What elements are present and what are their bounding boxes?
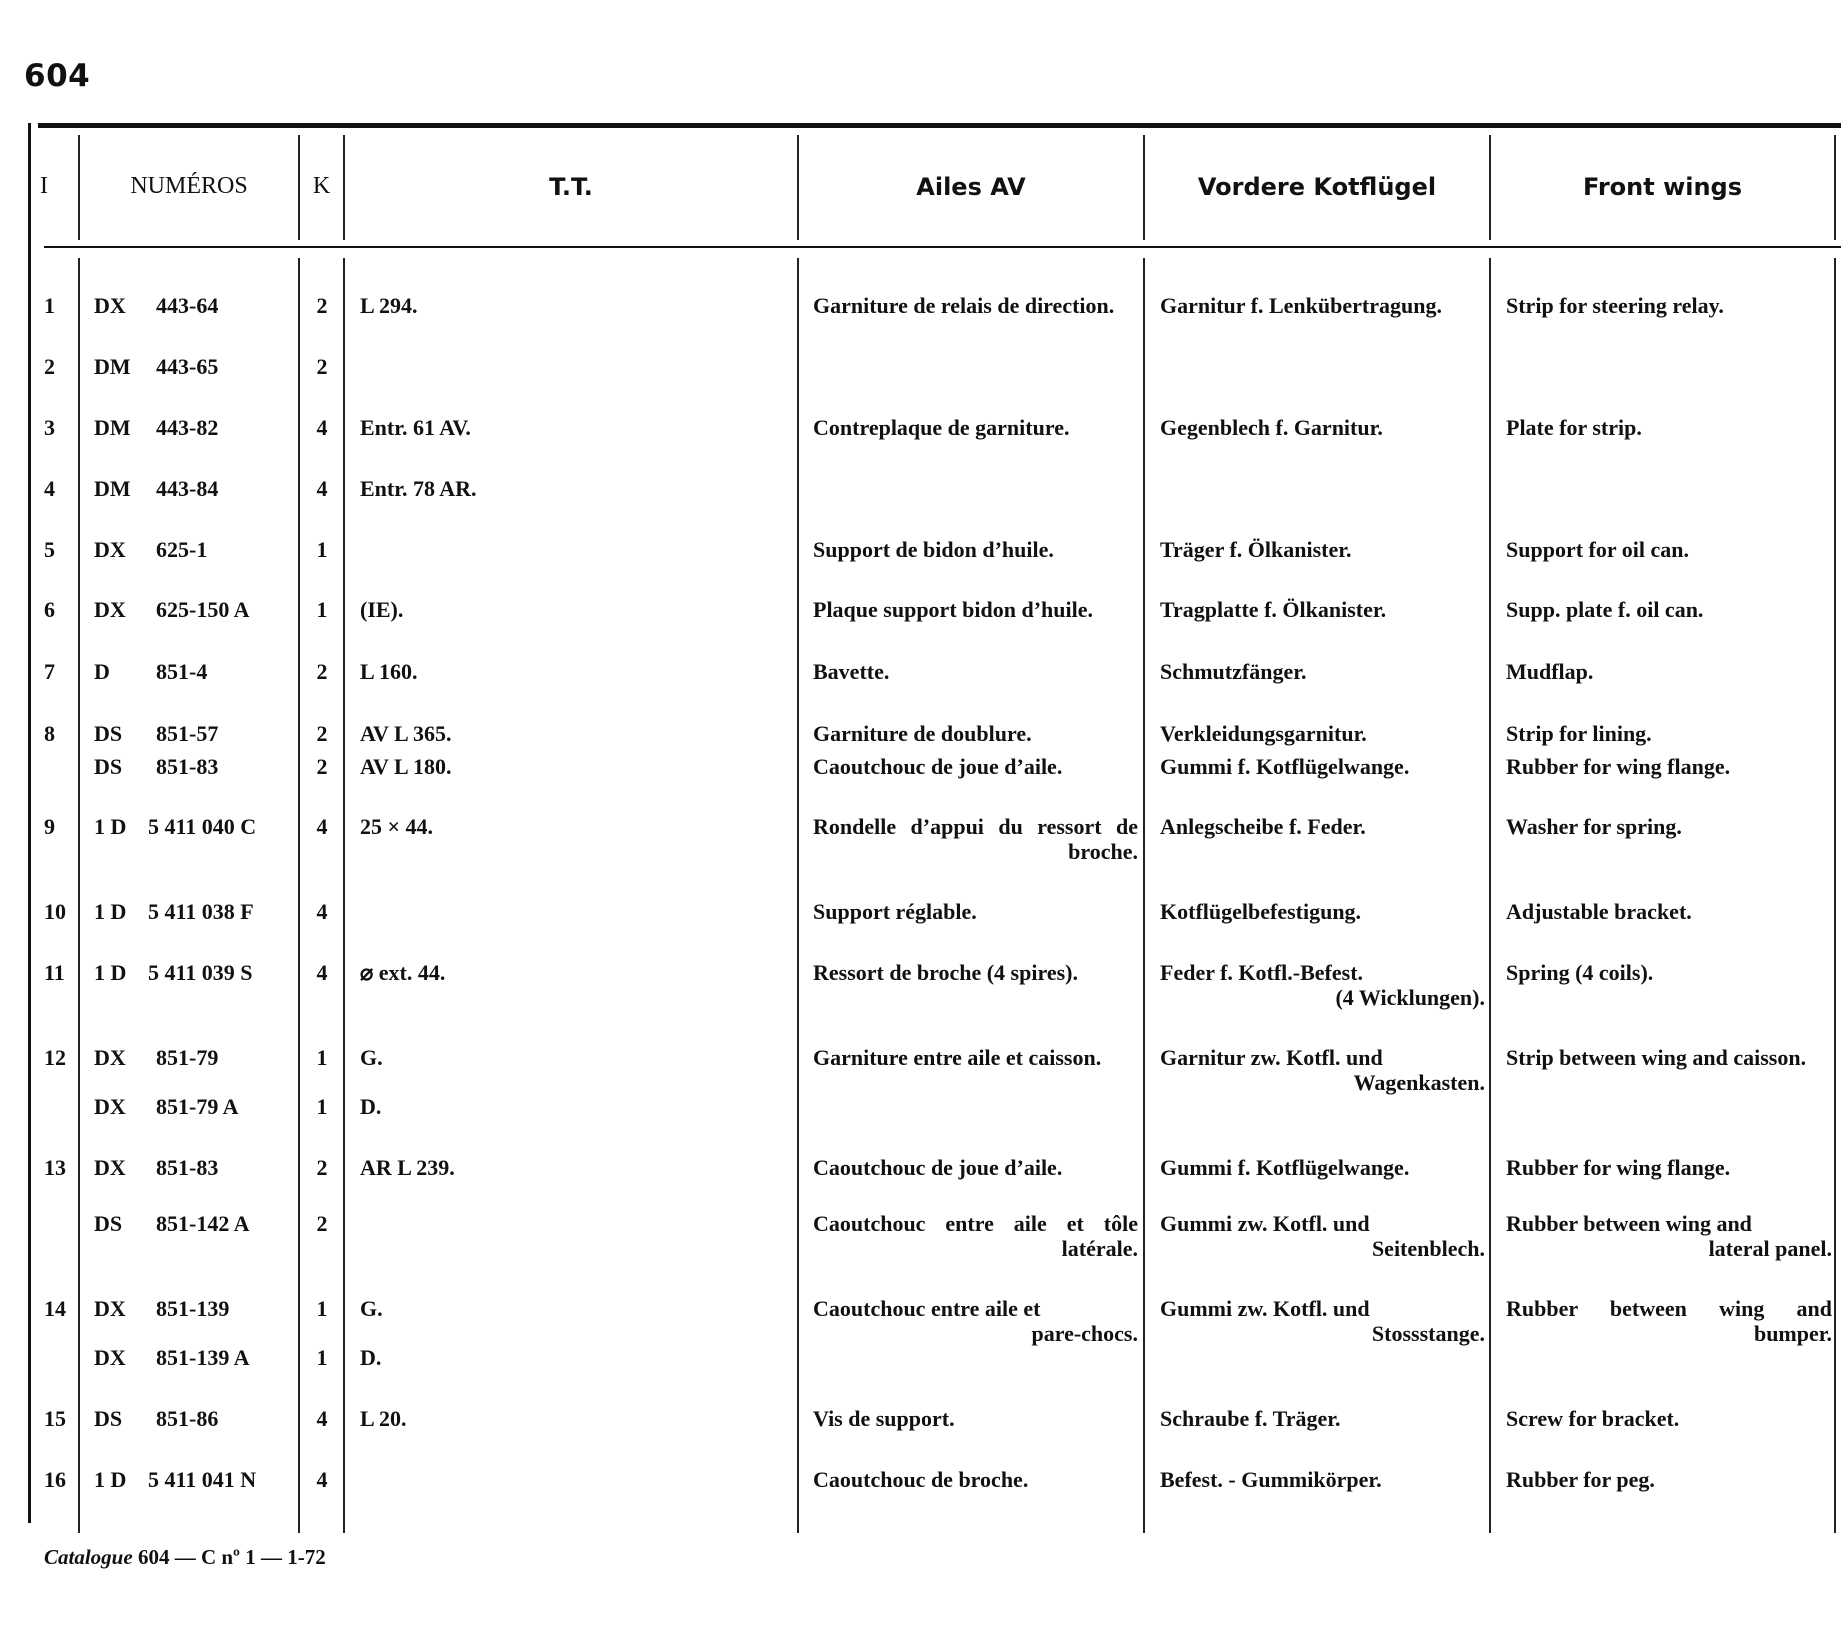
desc-english: Washer for spring. [1506,814,1682,839]
desc-french: Support réglable. [813,899,977,924]
part-number: 625-1 [156,537,208,562]
desc-german-line1: Feder f. Kotfl.-Befest. [1160,960,1364,985]
row-index: 11 [44,960,65,985]
desc-french-line1: Caoutchouc entre aile et tôle [813,1211,1138,1236]
desc-german [1160,1296,1485,1346]
tt-note: D. [360,1345,382,1370]
desc-english: Mudflap. [1506,659,1594,684]
quantity: 1 [316,1094,328,1119]
quantity: 4 [316,476,328,501]
part-prefix: DX [94,597,126,622]
row-index: 10 [44,899,66,924]
desc-german-line2: Stossstange. [1371,1321,1485,1346]
tt-note: Entr. 61 AV. [360,415,471,440]
quantity: 4 [316,960,328,985]
header-german: Vordere Kotflügel [1197,173,1437,201]
desc-french: Bavette. [813,659,890,684]
quantity: 4 [316,1467,328,1492]
part-prefix: DM [94,476,131,501]
part-number: 851-139 A [156,1345,250,1370]
desc-french: Plaque support bidon d’huile. [813,597,1093,622]
header-english: Front wings [1582,173,1743,201]
desc-english-line2: bumper. [1753,1321,1832,1346]
desc-german: Kotflügelbefestigung. [1160,899,1362,924]
desc-german: Garnitur f. Lenkübertragung. [1160,293,1442,318]
page-number: 604 [24,58,91,94]
desc-french: Garniture de relais de direction. [813,293,1115,318]
part-number: 443-64 [156,293,219,318]
row-index: 9 [44,814,55,839]
desc-english: Rubber for wing flange. [1506,754,1731,779]
desc-french-line2: latérale. [1061,1236,1138,1261]
part-prefix: DX [94,1345,126,1370]
desc-french: Garniture entre aile et caisson. [813,1045,1102,1070]
quantity: 2 [316,721,328,746]
desc-french [813,1296,1138,1346]
row-index: 3 [44,415,55,440]
desc-german-line1: Garnitur zw. Kotfl. und [1160,1045,1383,1070]
part-prefix: DS [94,1406,123,1431]
part-number: 851-142 A [156,1211,250,1236]
desc-english: Adjustable bracket. [1506,899,1692,924]
part-prefix: 1 D [94,899,127,924]
part-number: 5 411 041 N [148,1467,257,1492]
tt-note: AV L 180. [360,754,452,779]
quantity: 1 [316,1296,328,1321]
part-prefix: DX [94,1296,126,1321]
part-prefix: DX [94,1094,126,1119]
tt-note: L 20. [360,1406,407,1431]
quantity: 2 [316,293,328,318]
part-number: 851-79 [156,1045,219,1070]
part-number: 851-86 [156,1406,219,1431]
desc-english: Rubber for wing flange. [1506,1155,1731,1180]
header-numeros: NUMÉROS [130,173,248,199]
desc-german: Anlegscheibe f. Feder. [1160,814,1366,839]
quantity: 2 [316,1211,328,1236]
quantity: 2 [316,1155,328,1180]
part-prefix: 1 D [94,960,127,985]
row-index: 14 [44,1296,66,1321]
desc-french-line2: broche. [1068,839,1138,864]
header-k: K [312,173,331,199]
part-prefix: DX [94,1045,126,1070]
desc-german-line2: Wagenkasten. [1353,1070,1485,1095]
part-prefix: DS [94,754,123,779]
desc-english: Supp. plate f. oil can. [1506,597,1704,622]
desc-french: Garniture de doublure. [813,721,1032,746]
desc-english: Strip for steering relay. [1506,293,1724,318]
desc-german: Gegenblech f. Garnitur. [1160,415,1383,440]
quantity: 1 [316,1045,328,1070]
catalogue-footer [44,1545,326,1570]
part-number: 5 411 040 C [148,814,257,839]
desc-english: Strip between wing and caisson. [1506,1045,1807,1070]
desc-german-line2: (4 Wicklungen). [1335,985,1485,1010]
part-number: 851-4 [156,659,208,684]
part-prefix: DX [94,537,126,562]
part-number: 5 411 038 F [148,899,254,924]
desc-german-line2: Seitenblech. [1371,1236,1485,1261]
desc-german: Träger f. Ölkanister. [1160,537,1352,562]
footer-catalogue-label: Catalogue [44,1545,133,1569]
part-prefix: DX [94,293,126,318]
desc-english-line1: Rubber between wing and [1506,1296,1832,1321]
desc-german [1160,1045,1485,1095]
desc-french [813,814,1138,864]
desc-english-line1: Rubber between wing and [1506,1211,1752,1236]
tt-note: AV L 365. [360,721,452,746]
desc-english: Spring (4 coils). [1506,960,1654,985]
desc-german: Verkleidungsgarnitur. [1160,721,1367,746]
row-index: 12 [44,1045,66,1070]
quantity: 4 [316,1406,328,1431]
footer-text: 604 — C nº 1 — 1-72 [137,1545,326,1569]
part-number: 851-139 [156,1296,230,1321]
part-number: 443-84 [156,476,219,501]
tt-note: L 160. [360,659,418,684]
header-french: Ailes AV [916,173,1026,201]
part-prefix: 1 D [94,1467,127,1492]
desc-french: Contreplaque de garniture. [813,415,1070,440]
desc-french-line1: Rondelle d’appui du ressort de [813,814,1138,839]
row-index: 8 [44,721,55,746]
part-number: 851-79 A [156,1094,239,1119]
part-number: 5 411 039 S [148,960,253,985]
part-prefix: DM [94,354,131,379]
desc-english: Plate for strip. [1506,415,1642,440]
desc-french: Support de bidon d’huile. [813,537,1054,562]
desc-german-line1: Gummi zw. Kotfl. und [1160,1211,1370,1236]
header-tt: T.T. [549,173,593,201]
desc-german: Schraube f. Träger. [1160,1406,1341,1431]
desc-german: Gummi f. Kotflügelwange. [1160,754,1410,779]
desc-french [813,1211,1138,1261]
part-number: 443-82 [156,415,219,440]
part-number: 851-83 [156,754,219,779]
part-prefix: DS [94,721,123,746]
row-index: 16 [44,1467,66,1492]
desc-french: Caoutchouc de joue d’aile. [813,1155,1063,1180]
quantity: 4 [316,814,328,839]
row-index: 1 [44,293,55,318]
quantity: 2 [316,354,328,379]
part-number: 443-65 [156,354,219,379]
desc-german [1160,960,1485,1010]
desc-french: Ressort de broche (4 spires). [813,960,1078,985]
tt-note: G. [360,1296,383,1321]
quantity: 1 [316,597,328,622]
desc-french-line1: Caoutchouc entre aile et [813,1296,1041,1321]
desc-german: Befest. - Gummikörper. [1160,1467,1382,1492]
desc-french-line2: pare-chocs. [1031,1321,1138,1346]
row-index: 6 [44,597,55,622]
part-prefix: DM [94,415,131,440]
quantity: 4 [316,899,328,924]
tt-note: Entr. 78 AR. [360,476,477,501]
desc-german-line1: Gummi zw. Kotfl. und [1160,1296,1370,1321]
desc-french: Vis de support. [813,1406,955,1431]
desc-english-line2: lateral panel. [1708,1236,1832,1261]
desc-english: Support for oil can. [1506,537,1689,562]
tt-note: L 294. [360,293,418,318]
desc-french: Caoutchouc de broche. [813,1467,1029,1492]
part-prefix: DS [94,1211,123,1236]
desc-german: Schmutzfänger. [1160,659,1307,684]
tt-note: ⌀ ext. 44. [360,960,446,985]
part-number: 851-57 [156,721,219,746]
desc-english: Screw for bracket. [1506,1406,1680,1431]
row-index: 13 [44,1155,66,1180]
desc-german: Gummi f. Kotflügelwange. [1160,1155,1410,1180]
tt-note: (IE). [360,597,404,622]
desc-english [1506,1296,1832,1346]
tt-note: AR L 239. [360,1155,455,1180]
row-index: 2 [44,354,55,379]
quantity: 1 [316,1345,328,1370]
row-index: 7 [44,659,55,684]
tt-note: G. [360,1045,383,1070]
quantity: 4 [316,415,328,440]
part-prefix: 1 D [94,814,127,839]
desc-german: Tragplatte f. Ölkanister. [1160,597,1387,622]
row-index: 5 [44,537,55,562]
part-prefix: D [94,659,110,684]
desc-english: Strip for lining. [1506,721,1652,746]
desc-german [1160,1211,1485,1261]
part-prefix: DX [94,1155,126,1180]
row-index: 4 [44,476,55,501]
quantity: 2 [316,659,328,684]
desc-english: Rubber for peg. [1506,1467,1655,1492]
header-index: I [40,173,48,199]
desc-french: Caoutchouc de joue d’aile. [813,754,1063,779]
row-index: 15 [44,1406,66,1431]
part-number: 851-83 [156,1155,219,1180]
quantity: 2 [316,754,328,779]
part-number: 625-150 A [156,597,250,622]
desc-english [1506,1211,1832,1261]
tt-note: D. [360,1094,382,1119]
quantity: 1 [316,537,328,562]
tt-note: 25 × 44. [360,814,434,839]
